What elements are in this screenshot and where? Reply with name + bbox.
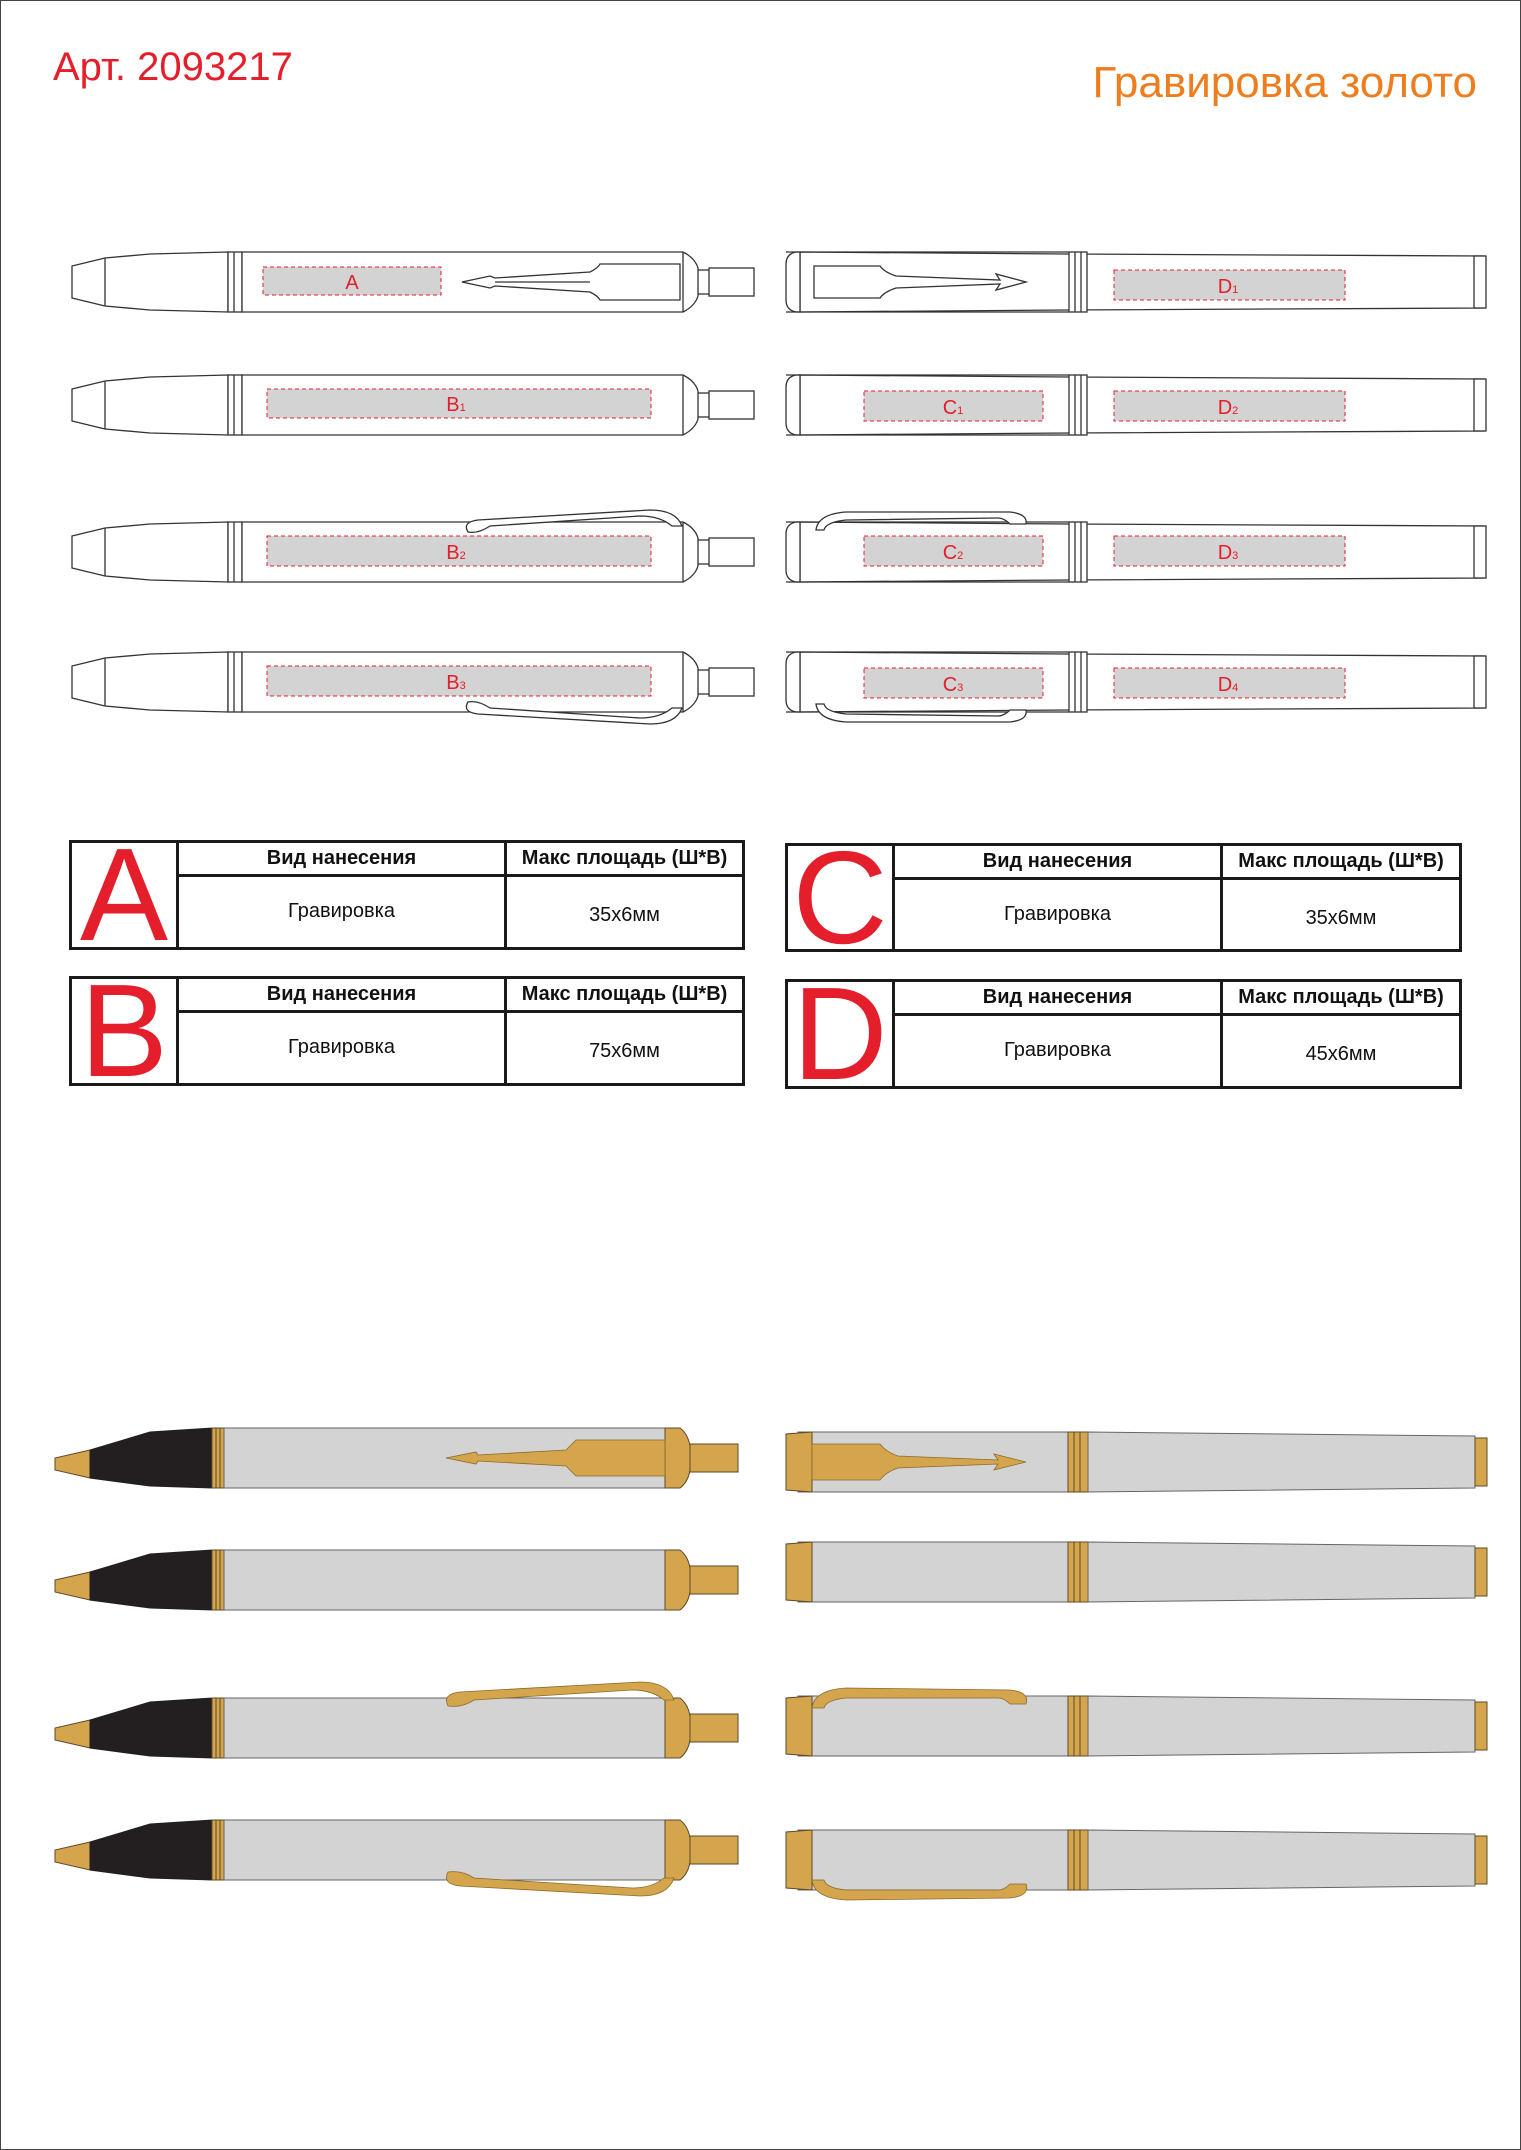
svg-text:C2: C2 bbox=[942, 542, 964, 564]
svg-text:C1: C1 bbox=[942, 397, 964, 419]
article-number: Арт. 2093217 bbox=[53, 45, 293, 89]
color-rollerpen-clip-down bbox=[786, 1830, 1487, 1900]
zone-d1 bbox=[1114, 270, 1345, 300]
method-value: Гравировка bbox=[895, 880, 1223, 949]
spec-letter: B bbox=[72, 979, 179, 1083]
spec-letter: D bbox=[788, 982, 895, 1086]
area-header: Макс площадь (Ш*В) bbox=[1223, 846, 1459, 880]
color-ballpen-side bbox=[55, 1550, 738, 1610]
method-header: Вид нанесения bbox=[895, 846, 1223, 880]
spec-table-c bbox=[785, 824, 1462, 971]
zone-b2 bbox=[267, 536, 651, 566]
area-value: 75х6мм bbox=[589, 1040, 660, 1062]
svg-text:B1: B1 bbox=[446, 394, 466, 416]
zone-d3 bbox=[1114, 536, 1345, 566]
spec-table-a bbox=[69, 821, 745, 968]
area-value: 45х6мм bbox=[1305, 1043, 1377, 1065]
zone-d4 bbox=[1114, 668, 1345, 698]
zone-b3 bbox=[267, 666, 651, 696]
method-header: Вид нанесения bbox=[179, 843, 507, 877]
svg-text:D3: D3 bbox=[1217, 542, 1239, 564]
method-header: Вид нанесения bbox=[895, 982, 1223, 1016]
zone-b1 bbox=[267, 389, 651, 418]
area-header: Макс площадь (Ш*В) bbox=[507, 979, 742, 1013]
area-header: Макс площадь (Ш*В) bbox=[507, 843, 742, 877]
spec-letter: C bbox=[788, 846, 895, 949]
area-value: 35х6мм bbox=[589, 904, 660, 926]
svg-text:A: A bbox=[345, 272, 359, 294]
svg-text:C3: C3 bbox=[942, 674, 964, 696]
method-value: Гравировка bbox=[895, 1016, 1223, 1086]
color-ballpen-clip-up bbox=[55, 1682, 738, 1758]
color-rollerpen-clip-up bbox=[786, 1688, 1487, 1756]
spec-table-d bbox=[785, 960, 1462, 1107]
zone-c2 bbox=[864, 536, 1043, 566]
zone-c1 bbox=[864, 391, 1043, 421]
color-rollerpen-front bbox=[786, 1432, 1487, 1492]
svg-text:D2: D2 bbox=[1217, 397, 1239, 419]
zone-a bbox=[263, 267, 441, 295]
svg-text:D4: D4 bbox=[1217, 674, 1239, 696]
page-title: Гравировка золото bbox=[1092, 58, 1477, 107]
area-header: Макс площадь (Ш*В) bbox=[1223, 982, 1459, 1016]
zone-c3 bbox=[864, 668, 1043, 698]
svg-text:D1: D1 bbox=[1217, 276, 1239, 298]
svg-text:B3: B3 bbox=[446, 672, 466, 694]
color-ballpen-clip-down bbox=[55, 1820, 738, 1896]
color-rollerpen-side bbox=[786, 1542, 1487, 1602]
method-value: Гравировка bbox=[179, 1013, 507, 1083]
spec-table-b bbox=[69, 957, 745, 1104]
method-value: Гравировка bbox=[179, 877, 507, 947]
svg-text:B2: B2 bbox=[446, 542, 466, 564]
color-ballpen-front bbox=[55, 1428, 738, 1488]
zone-d2 bbox=[1114, 391, 1345, 421]
spec-letter: A bbox=[72, 843, 179, 947]
area-value: 35х6мм bbox=[1305, 907, 1377, 929]
method-header: Вид нанесения bbox=[179, 979, 507, 1013]
